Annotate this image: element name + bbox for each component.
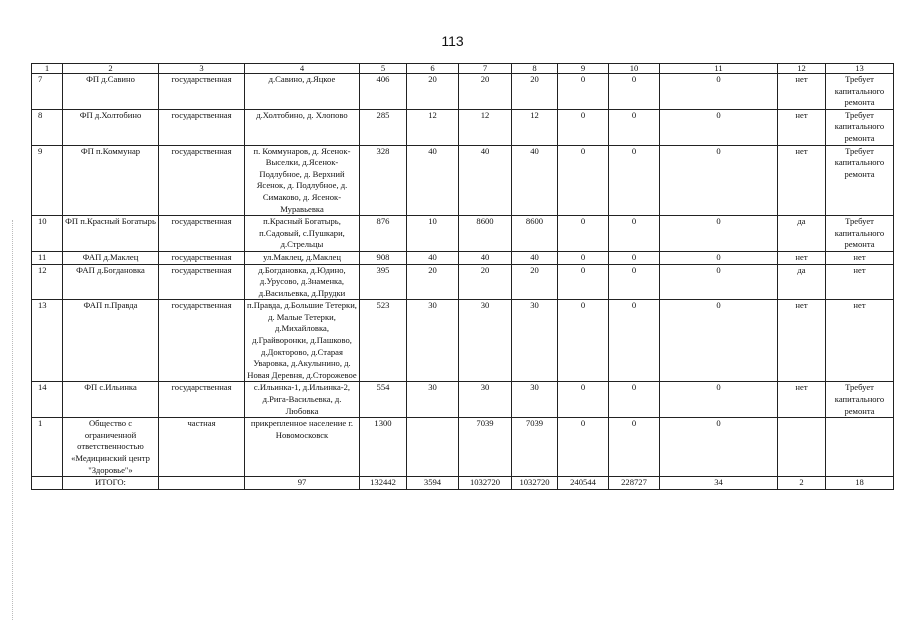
table-row (32, 109, 894, 145)
column-number-cell: 2 (63, 64, 159, 74)
total-cell (159, 477, 245, 490)
table-cell: п. Коммунаров, д. Ясенок-Выселки, д.Ясенок-Подлубное, д. Верхний Ясенок, д. Подлубное, д. Симаково, д. Ясенок-Муравьевка (245, 145, 360, 216)
table-cell: государственная (159, 251, 245, 264)
table-cell: 10 (407, 216, 459, 252)
column-number-cell: 10 (609, 64, 660, 74)
table-cell: 1300 (360, 418, 407, 477)
table-cell: нет (778, 109, 826, 145)
table-cell: 554 (360, 382, 407, 418)
total-cell: 3594 (407, 477, 459, 490)
total-cell: 132442 (360, 477, 407, 490)
table-cell: ФАП д.Богдановка (63, 264, 159, 300)
table-cell: 7 (32, 74, 63, 110)
table-cell: 40 (512, 145, 558, 216)
table-row (32, 74, 894, 110)
total-cell: 240544 (558, 477, 609, 490)
table-cell: ФАП п.Правда (63, 300, 159, 382)
table-cell: нет (778, 300, 826, 382)
table-cell: 0 (558, 300, 609, 382)
table-cell: 12 (32, 264, 63, 300)
table-cell: 40 (512, 251, 558, 264)
table-cell: 30 (407, 300, 459, 382)
table-cell: 8600 (512, 216, 558, 252)
scan-margin-marks (12, 220, 15, 620)
table-cell: 0 (609, 251, 660, 264)
table-cell: 7039 (512, 418, 558, 477)
table-cell: ФП с.Ильинка (63, 382, 159, 418)
table-cell: 0 (558, 264, 609, 300)
table-row (32, 418, 894, 477)
table-cell: 0 (660, 216, 778, 252)
table-cell: 40 (459, 145, 512, 216)
column-number-row (32, 64, 894, 74)
table-row (32, 251, 894, 264)
table-cell: нет (826, 264, 894, 300)
table-cell: 406 (360, 74, 407, 110)
table-cell: 0 (609, 382, 660, 418)
table-cell: 0 (660, 109, 778, 145)
table-cell: 0 (609, 264, 660, 300)
column-number-cell: 13 (826, 64, 894, 74)
table-cell: 0 (558, 251, 609, 264)
table-cell: государственная (159, 300, 245, 382)
table-row (32, 216, 894, 252)
table-cell: 10 (32, 216, 63, 252)
table-cell: 20 (459, 74, 512, 110)
table-cell: 0 (660, 264, 778, 300)
column-number-cell: 4 (245, 64, 360, 74)
table-cell: государственная (159, 216, 245, 252)
total-cell: 97 (245, 477, 360, 490)
table-cell: государственная (159, 74, 245, 110)
table-cell: 40 (407, 145, 459, 216)
column-number-cell: 3 (159, 64, 245, 74)
total-row (32, 477, 894, 490)
table-cell: ФП д.Холтобино (63, 109, 159, 145)
column-number-cell: 12 (778, 64, 826, 74)
table-cell (826, 418, 894, 477)
table-cell: нет (826, 251, 894, 264)
table-cell: д.Богдановка, д.Юдино, д.Урусово, д.Знаменка, д.Васильевка, д.Прудки (245, 264, 360, 300)
table-cell: 7039 (459, 418, 512, 477)
table-cell: 12 (407, 109, 459, 145)
table-cell: 1 (32, 418, 63, 477)
table-cell: 328 (360, 145, 407, 216)
table-cell: прикрепленное население г. Новомосковск (245, 418, 360, 477)
table-cell: 40 (459, 251, 512, 264)
column-number-cell: 11 (660, 64, 778, 74)
table-row (32, 264, 894, 300)
table-cell: 0 (558, 216, 609, 252)
total-cell: 1032720 (512, 477, 558, 490)
table-cell: д.Савино, д.Яцкое (245, 74, 360, 110)
total-label: ИТОГО: (63, 477, 159, 490)
column-number-cell: 6 (407, 64, 459, 74)
table-cell: частная (159, 418, 245, 477)
table-cell: 30 (459, 382, 512, 418)
table-cell: 30 (407, 382, 459, 418)
table-cell: 0 (660, 418, 778, 477)
table-cell: 12 (512, 109, 558, 145)
table-row (32, 145, 894, 216)
table-cell: Требует капитального ремонта (826, 109, 894, 145)
table-cell: 8 (32, 109, 63, 145)
table-cell: 12 (459, 109, 512, 145)
table-cell: 8600 (459, 216, 512, 252)
table-cell: 0 (609, 418, 660, 477)
table-cell: 30 (512, 382, 558, 418)
table-cell: 30 (512, 300, 558, 382)
table-cell: Требует капитального ремонта (826, 74, 894, 110)
table-cell: 0 (558, 418, 609, 477)
table-cell: 0 (660, 382, 778, 418)
table-cell: государственная (159, 264, 245, 300)
table-cell: ФАП д.Маклец (63, 251, 159, 264)
table-cell: 0 (609, 74, 660, 110)
table-cell: 20 (459, 264, 512, 300)
table-cell: нет (778, 74, 826, 110)
table-cell (778, 418, 826, 477)
table-cell: 0 (558, 382, 609, 418)
table-cell: государственная (159, 145, 245, 216)
table-cell: 523 (360, 300, 407, 382)
column-number-cell: 1 (32, 64, 63, 74)
total-cell: 1032720 (459, 477, 512, 490)
table-cell: да (778, 216, 826, 252)
table-cell: 20 (512, 74, 558, 110)
table-row (32, 300, 894, 382)
column-number-cell: 5 (360, 64, 407, 74)
table-cell: 0 (609, 109, 660, 145)
table-cell: Требует капитального ремонта (826, 382, 894, 418)
table-cell: 14 (32, 382, 63, 418)
page-number: 113 (441, 33, 464, 49)
table-cell (407, 418, 459, 477)
table-cell: 13 (32, 300, 63, 382)
table-cell: 0 (660, 145, 778, 216)
table-cell: Общество с ограниченной ответственностью «Медицинский центр "Здоровье"» (63, 418, 159, 477)
table-cell: 395 (360, 264, 407, 300)
table-cell: ул.Маклец, д.Маклец (245, 251, 360, 264)
table-cell: с.Ильинка-1, д.Ильинка-2, д.Рига-Васильевка, д. Любовка (245, 382, 360, 418)
table-cell: 40 (407, 251, 459, 264)
table-cell: ФП д.Савино (63, 74, 159, 110)
table-cell: 0 (558, 145, 609, 216)
table-cell: п.Правда, д.Большие Тетерки, д. Малые Тетерки, д.Михайловка, д.Грайворонки, д.Пашково, д.Доктopoвo, д.Старая Уваровка, д.Акулынино, д. Новая Деревня, д.Сторожевое (245, 300, 360, 382)
table-cell: 285 (360, 109, 407, 145)
table-cell: 0 (660, 300, 778, 382)
table-cell: Требует капитального ремонта (826, 216, 894, 252)
table-cell: д.Холтобино, д. Хлопово (245, 109, 360, 145)
table-cell: 0 (609, 300, 660, 382)
table-cell: 0 (609, 216, 660, 252)
table-cell: п.Красный Богатырь, п.Садовый, с.Пушкари, д.Стрельцы (245, 216, 360, 252)
table-cell: государственная (159, 109, 245, 145)
column-number-cell: 9 (558, 64, 609, 74)
table-cell: 0 (609, 145, 660, 216)
table-cell: 0 (660, 251, 778, 264)
table-cell: 9 (32, 145, 63, 216)
table-cell: государственная (159, 382, 245, 418)
total-cell: 34 (660, 477, 778, 490)
table-cell: нет (778, 145, 826, 216)
table-cell: нет (778, 251, 826, 264)
table-cell: ФП п.Коммунар (63, 145, 159, 216)
total-cell: 228727 (609, 477, 660, 490)
table-cell: ФП п.Красный Богатырь (63, 216, 159, 252)
total-cell (32, 477, 63, 490)
table-cell: Требует капитального ремонта (826, 145, 894, 216)
table-cell: 876 (360, 216, 407, 252)
table-cell: 0 (558, 74, 609, 110)
table-cell: 20 (407, 264, 459, 300)
column-number-cell: 7 (459, 64, 512, 74)
total-cell: 2 (778, 477, 826, 490)
table-row (32, 382, 894, 418)
total-cell: 18 (826, 477, 894, 490)
table-cell: 0 (558, 109, 609, 145)
table-cell: да (778, 264, 826, 300)
table-cell: нет (826, 300, 894, 382)
table-cell: 30 (459, 300, 512, 382)
table-cell: 11 (32, 251, 63, 264)
facilities-table (31, 63, 894, 490)
table-cell: 20 (512, 264, 558, 300)
table-cell: нет (778, 382, 826, 418)
table-cell: 20 (407, 74, 459, 110)
column-number-cell: 8 (512, 64, 558, 74)
table-cell: 0 (660, 74, 778, 110)
table-cell: 908 (360, 251, 407, 264)
